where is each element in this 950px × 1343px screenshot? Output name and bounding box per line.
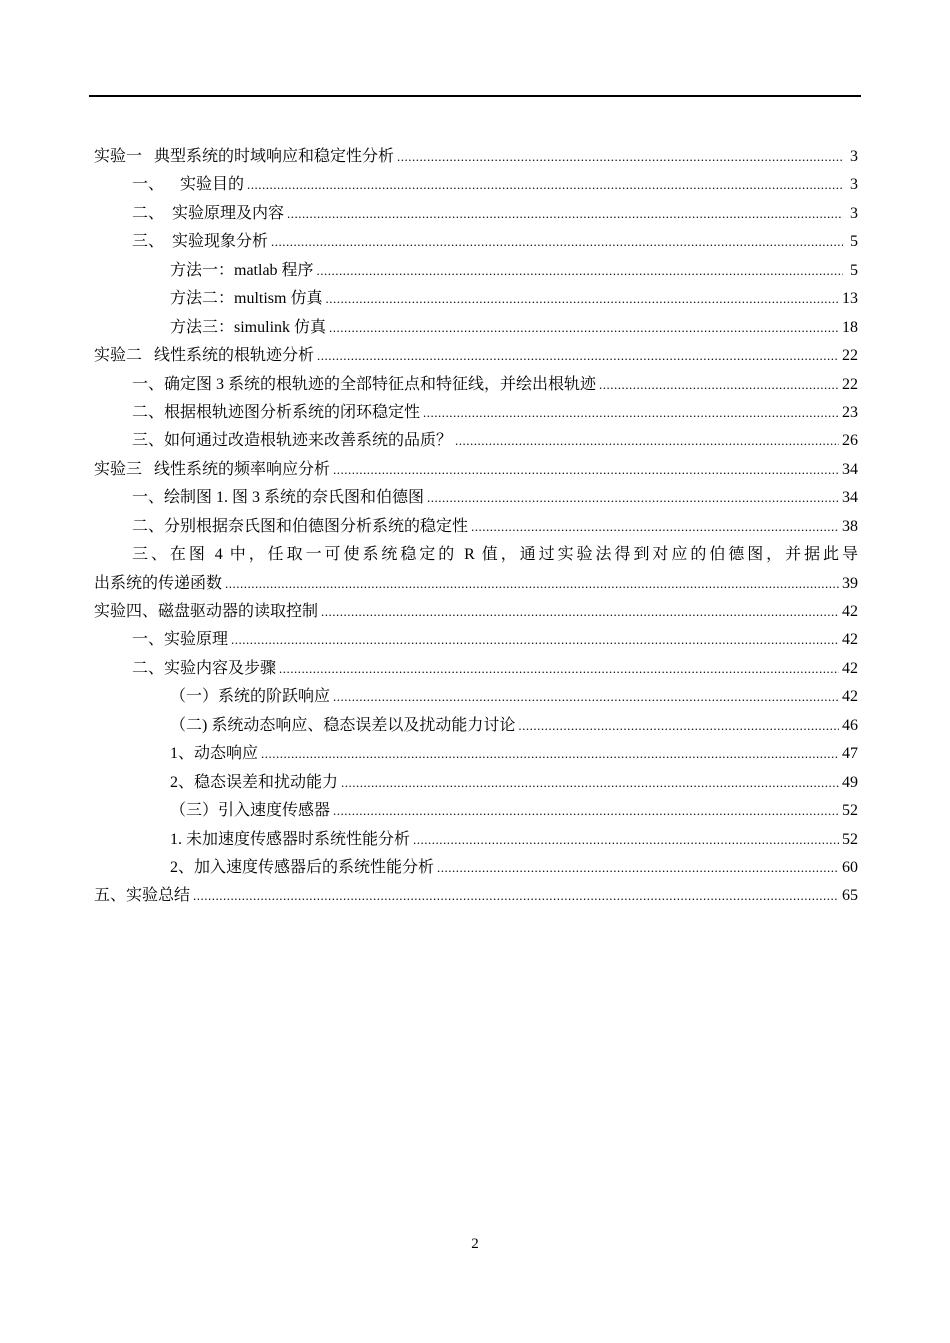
toc-title-line2: 出系统的传递函数 [94, 574, 223, 592]
toc-entry[interactable] [94, 826, 858, 854]
toc-title: （一）系统的阶跃响应 [170, 688, 331, 706]
toc-entry[interactable] [94, 371, 858, 399]
toc-leader [599, 371, 839, 399]
toc-page: 52 [842, 802, 858, 820]
toc-leader [325, 285, 839, 313]
toc-leader [333, 683, 839, 711]
toc-title: 二、 实验原理及内容 [132, 204, 285, 222]
toc-leader [329, 314, 839, 342]
toc-page: 22 [842, 375, 858, 393]
toc-page: 42 [842, 688, 858, 706]
toc-leader [423, 399, 839, 427]
toc-page: 22 [842, 347, 858, 365]
toc-entry[interactable] [94, 712, 858, 740]
toc-entry[interactable] [94, 143, 858, 171]
toc-title: （三）引入速度传感器 [170, 802, 331, 820]
toc-title: 实验四、磁盘驱动器的读取控制 [94, 603, 319, 620]
toc-page: 42 [842, 603, 858, 620]
toc-page: 38 [842, 517, 858, 535]
toc-entry[interactable] [94, 882, 858, 910]
toc-leader [247, 171, 843, 199]
toc-leader [333, 797, 839, 825]
toc-title: 实验一 典型系统的时域响应和稳定性分析 [94, 148, 395, 165]
toc-entry[interactable] [94, 228, 858, 256]
toc-leader [279, 655, 839, 683]
page-number: 2 [471, 1236, 479, 1252]
header-rule [89, 95, 861, 97]
toc-entry[interactable] [94, 769, 858, 797]
toc-entry-multiline[interactable] [94, 541, 858, 598]
toc-page: 65 [842, 887, 858, 905]
toc-leader [471, 513, 839, 541]
toc-page: 5 [850, 233, 858, 251]
toc-entry[interactable] [94, 314, 858, 342]
toc-title: 2、稳态误差和扰动能力 [170, 773, 339, 791]
toc-entry[interactable] [94, 655, 858, 683]
toc-entry[interactable] [94, 257, 858, 285]
toc-title: 1. 未加速度传感器时系统性能分析 [170, 830, 411, 848]
toc-entry[interactable] [94, 342, 858, 370]
toc-title: 1、动态响应 [170, 745, 259, 763]
toc-entry[interactable] [94, 399, 858, 427]
toc-page: 3 [850, 204, 858, 222]
toc-page: 46 [842, 716, 858, 734]
toc-leader [287, 200, 843, 228]
toc-page: 42 [842, 659, 858, 677]
toc-entry[interactable] [94, 200, 858, 228]
toc-title: 三、如何通过改造根轨迹来改善系统的品质？ [132, 432, 453, 450]
toc-leader [317, 342, 839, 370]
toc-page: 13 [842, 290, 858, 308]
toc-entry[interactable] [94, 513, 858, 541]
toc-page: 3 [850, 148, 858, 165]
toc-title: 方法一：matlab 程序 [170, 261, 314, 279]
toc-entry[interactable] [94, 484, 858, 512]
toc-entry[interactable] [94, 683, 858, 711]
toc-leader [518, 712, 839, 740]
toc-page: 60 [842, 858, 858, 876]
toc-page: 5 [850, 261, 858, 279]
toc-entry[interactable] [94, 740, 858, 768]
toc-leader [225, 570, 839, 598]
toc-page: 26 [842, 432, 858, 450]
toc-title: 实验二 线性系统的根轨迹分析 [94, 347, 315, 365]
toc-page: 23 [842, 403, 858, 421]
toc-entry[interactable] [94, 171, 858, 199]
toc-title: 方法二：multism 仿真 [170, 290, 323, 308]
toc-leader [341, 769, 839, 797]
toc-leader [271, 228, 843, 256]
toc-title: 2、加入速度传感器后的系统性能分析 [170, 858, 435, 876]
toc-entry[interactable] [94, 285, 858, 313]
toc-leader [321, 598, 839, 626]
toc-leader [397, 143, 843, 171]
toc-leader [427, 484, 839, 512]
toc-leader [437, 854, 839, 882]
toc-page: 3 [850, 176, 858, 194]
toc-leader [317, 257, 843, 285]
toc-leader [231, 626, 839, 654]
toc-entry[interactable] [94, 626, 858, 654]
toc-title: （二) 系统动态响应、稳态误差以及扰动能力讨论 [170, 716, 516, 734]
toc-entry[interactable] [94, 456, 858, 484]
toc-title: 一、确定图 3 系统的根轨迹的全部特征点和特征线，并绘出根轨迹 [132, 375, 597, 393]
toc-page: 34 [842, 460, 858, 478]
toc-page: 49 [842, 773, 858, 791]
toc-entry[interactable] [94, 797, 858, 825]
toc-page: 42 [842, 631, 858, 649]
toc-title: 五、实验总结 [94, 887, 191, 905]
toc-title: 方法三：simulink 仿真 [170, 318, 327, 336]
toc-title: 二、根据根轨迹图分析系统的闭环稳定性 [132, 403, 421, 421]
toc-page: 34 [842, 489, 858, 507]
toc-leader [455, 427, 839, 455]
toc-page: 18 [842, 318, 858, 336]
toc-leader [413, 826, 839, 854]
toc-title-line1: 三、在图 4 中，任取一可使系统稳定的 R 值，通过实验法得到对应的伯德图，并据此导 [132, 546, 858, 564]
toc-page: 47 [842, 745, 858, 763]
toc-entry[interactable] [94, 427, 858, 455]
toc-title: 二、实验内容及步骤 [132, 659, 277, 677]
toc-page: 39 [842, 574, 858, 592]
table-of-contents [94, 143, 858, 911]
toc-title: 一、实验原理 [132, 631, 229, 649]
toc-title: 三、 实验现象分析 [132, 233, 269, 251]
toc-leader [261, 740, 839, 768]
toc-title: 实验三 线性系统的频率响应分析 [94, 460, 331, 478]
toc-title: 一、 实验目的 [132, 176, 245, 194]
toc-page: 52 [842, 830, 858, 848]
toc-entry[interactable] [94, 854, 858, 882]
toc-title: 一、绘制图 1. 图 3 系统的奈氏图和伯德图 [132, 489, 425, 507]
toc-title: 二、分别根据奈氏图和伯德图分析系统的稳定性 [132, 517, 469, 535]
toc-leader [193, 882, 839, 910]
toc-leader [333, 456, 839, 484]
toc-entry[interactable] [94, 598, 858, 626]
